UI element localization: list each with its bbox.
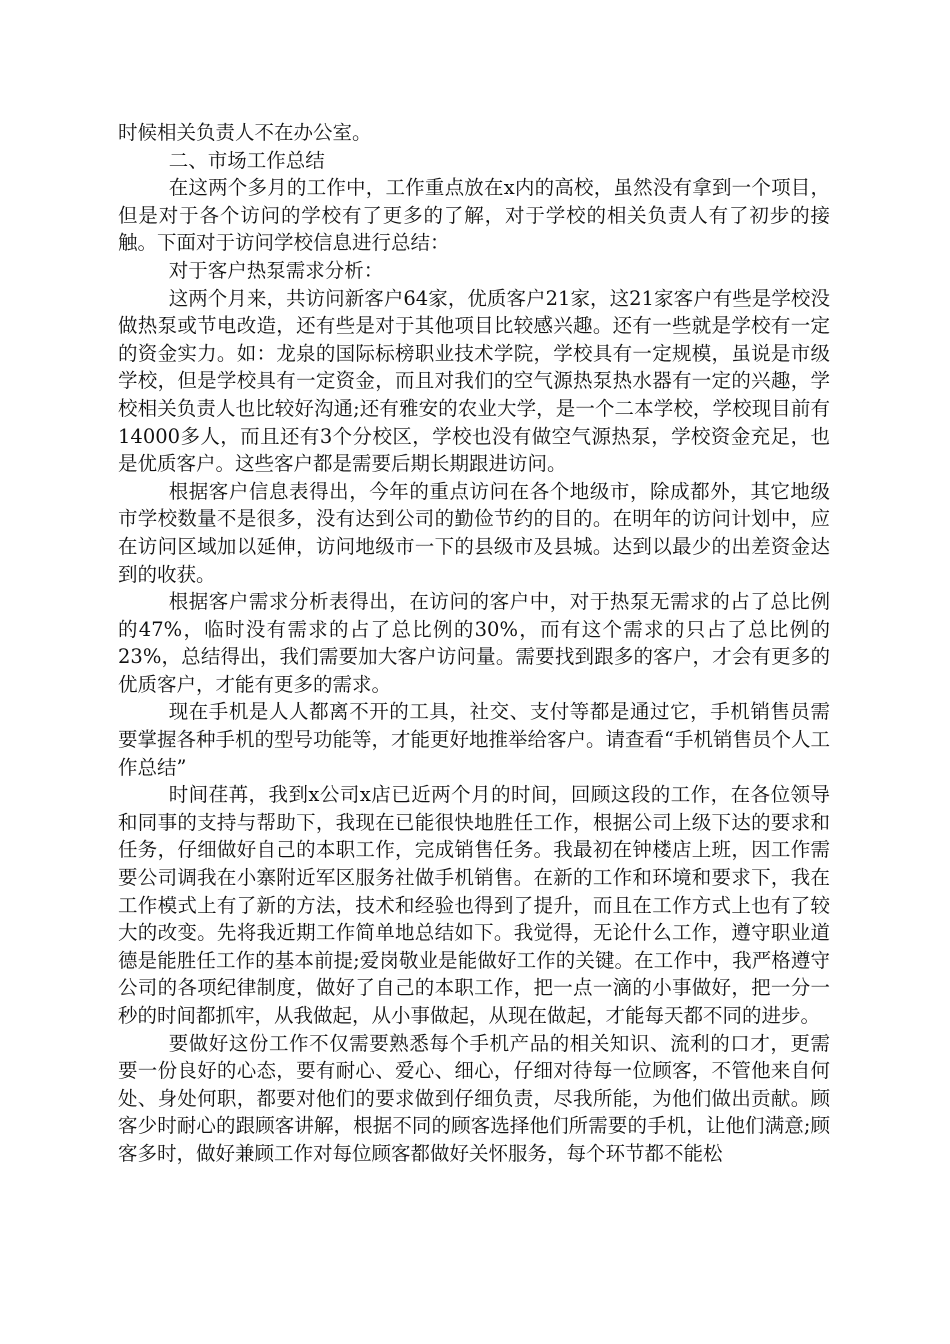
section-heading-market-summary: 二、市场工作总结 [168, 148, 325, 172]
paragraph-phone-intro: 现在手机是人人都离不开的工具，社交、支付等都是通过它，手机销售员需要掌握各种手机的型号功能等，才能更好地推举给客户。请查看“手机销售员个人工作总结” [118, 700, 830, 779]
paragraph-client-info-table: 根据客户信息表得出，今年的重点访问在各个地级市，除成都外，其它地级市学校数量不是很多，没有达到公司的勤俭节约的目的。在明年的访问计划中，应在访问区域加以延伸，访问地级市一下的县级市及县城。达到以最少的出差资金达到的收获。 [118, 479, 830, 586]
paragraph-phone-summary: 时间荏苒，我到x公司x店已近两个月的时间，回顾这段的工作，在各位领导和同事的支持与帮助下，我现在已能很快地胜任工作，根据公司上级下达的要求和任务，仔细做好自己的本职工作，完成销售任务。我最初在钟楼店上班，因工作需要公司调我在小寨附近军区服务社做手机销售。在新的工作和环境和要求下，我在工作模式上有了新的方法，技术和经验也得到了提升，而且在工作方式上也有了较大的改变。先将我近期工作简单地总结如下。我觉得，无论什么工作，遵守职业道德是能胜任工作的基本前提;爱岗敬业是能做好工作的关键。在工作中，我严格遵守公司的各项纪律制度，做好了自己的本职工作，把一点一滴的小事做好，把一分一秒的时间都抓牢，从我做起，从小事做起，从现在做起，才能每天都不同的进步。 [118, 783, 830, 1027]
paragraph-demand-analysis-title: 对于客户热泵需求分析： [168, 258, 384, 282]
paragraph-service-attitude: 要做好这份工作不仅需要熟悉每个手机产品的相关知识、流利的口才，更需要一份良好的心态，要有耐心、爱心、细心，仔细对待每一位顾客，不管他来自何处、身处何职，都要对他们的要求做到仔细负责，尽我所能，为他们做出贡献。顾客少时耐心的跟顾客讲解，根据不同的顾客选择他们所需要的手机，让他们满意;顾客多时，做好兼顾工作对每位顾客都做好关怀服务，每个环节都不能松 [118, 1031, 830, 1165]
paragraph-market-intro: 在这两个多月的工作中，工作重点放在x内的高校，虽然没有拿到一个项目，但是对于各个访问的学校有了更多的了解，对于学校的相关负责人有了初步的接触。下面对于访问学校信息进行总结： [118, 176, 830, 255]
document-body [118, 119, 830, 1168]
paragraph-demand-table: 根据客户需求分析表得出，在访问的客户中，对于热泵无需求的占了总比例的47%，临时没有需求的占了总比例的30%，而有这个需求的只占了总比例的23%，总结得出，我们需要加大客户访问量。需要找到跟多的客户，才会有更多的优质客户，才能有更多的需求。 [118, 590, 830, 696]
paragraph-client-visits: 这两个月来，共访问新客户64家，优质客户21家，这21家客户有些是学校没做热泵或节电改造，还有些是对于其他项目比较感兴趣。还有一些就是学校有一定的资金实力。如：龙泉的国际标榜职业技术学院，学校具有一定规模，虽说是市级学校，但是学校具有一定资金，而且对我们的空气源热泵热水器有一定的兴趣，学校相关负责人也比较好沟通;还有雅安的农业大学，是一个二本学校，学校现目前有14000多人，而且还有3个分校区，学校也没有做空气源热泵，学校资金充足，也是优质客户。这些客户都是需要后期长期跟进访问。 [118, 286, 830, 476]
paragraph-continuation: 时候相关负责人不在办公室。 [118, 121, 372, 144]
